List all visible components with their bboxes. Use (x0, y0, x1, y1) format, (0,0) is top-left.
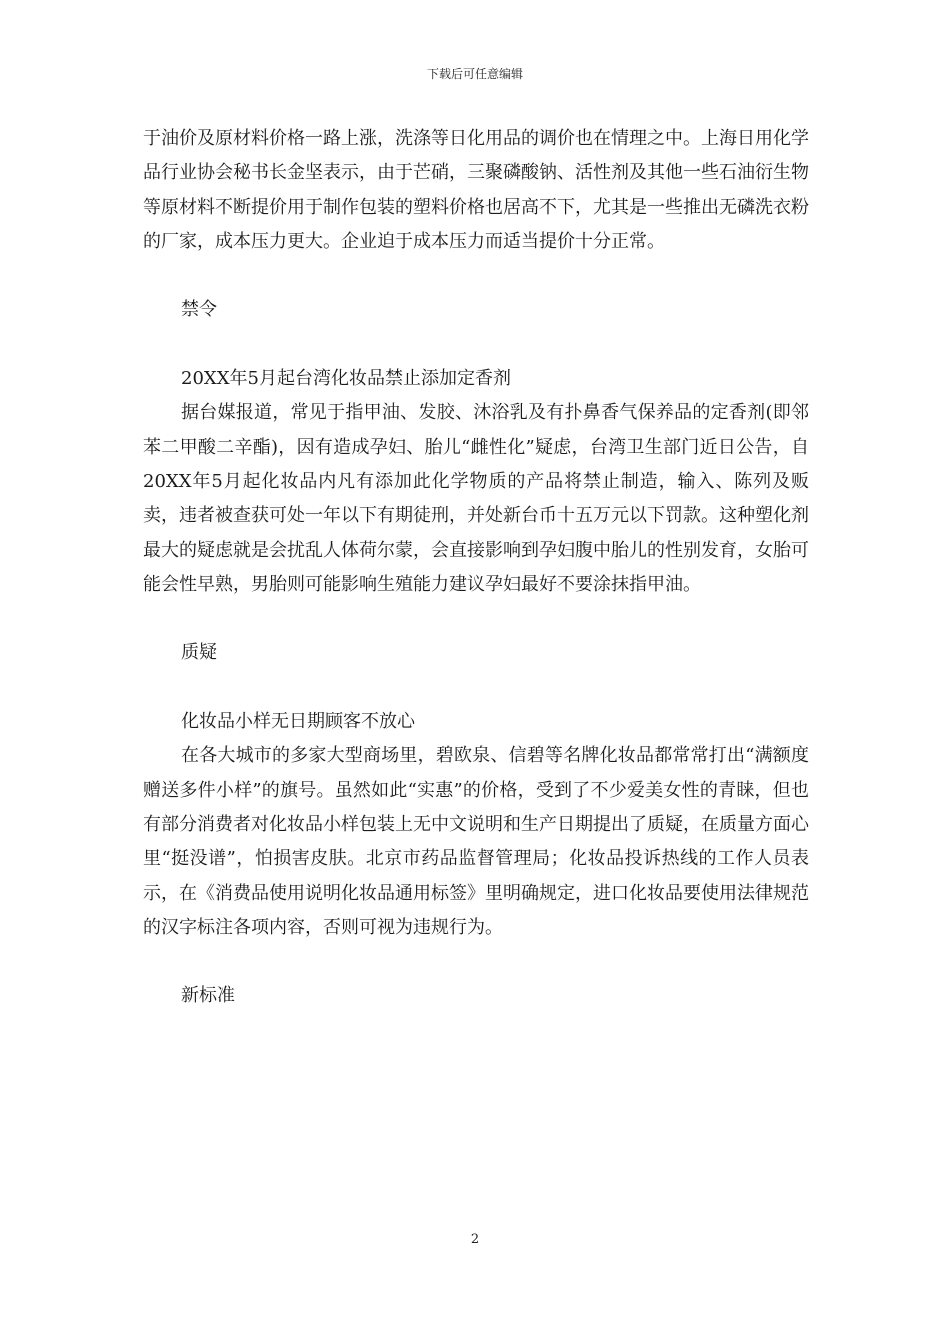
paragraph-taiwan-ban: 据台媒报道，常见于指甲油、发胶、沐浴乳及有扑鼻香气保养品的定香剂(即邻苯二甲酸二辛酯)，因有造成孕妇、胎儿“雌性化”疑虑，台湾卫生部门近日公告，自20XX年5月起化妆品内凡有添加此化学物质的产品将禁止制造，输入、陈列及贩卖，违者被查获可处一年以下有期徒刑，并处新台币十五万元以下罚款。这种塑化剂最大的疑虑就是会扰乱人体荷尔蒙，会直接影响到孕妇腹中胎儿的性别发育，女胎可能会性早熟，男胎则可能影响生殖能力建议孕妇最好不要涂抹指甲油。 (143, 402, 809, 595)
page-header: 下载后可任意编辑 (426, 67, 523, 81)
section-heading-ban: 禁令 (181, 299, 217, 321)
document-body (143, 122, 809, 1014)
section-heading-doubt: 质疑 (181, 642, 217, 664)
section-heading-new-standard: 新标准 (181, 985, 235, 1007)
paragraph-samples: 在各大城市的多家大型商场里，碧欧泉、信碧等名牌化妆品都常常打出“满额度赠送多件小样”的旗号。虽然如此“实惠”的价格，受到了不少爱美女性的青睐，但也有部分消费者对化妆品小样包装上无中文说明和生产日期提出了质疑，在质量方面心里“挺没谱”，怕损害皮肤。北京市药品监督管理局；化妆品投诉热线的工作人员表示，在《消费品使用说明化妆品通用标签》里明确规定，进口化妆品要使用法律规范的汉字标注各项内容，否则可视为违规行为。 (143, 745, 809, 938)
news-title-samples: 化妆品小样无日期顾客不放心 (181, 711, 415, 733)
page-number: 2 (470, 1232, 480, 1247)
news-title-taiwan: 20XX年5月起台湾化妆品禁止添加定香剂 (181, 368, 511, 390)
paragraph-price-increase: 于油价及原材料价格一路上涨，洗涤等日化用品的调价也在情理之中。上海日用化学品行业协会秘书长金坚表示，由于芒硝，三聚磷酸钠、活性剂及其他一些石油衍生物等原材料不断提价用于制作包装的塑料价格也居高不下，尤其是一些推出无磷洗衣粉的厂家，成本压力更大。企业迫于成本压力而适当提价十分正常。 (143, 128, 809, 252)
